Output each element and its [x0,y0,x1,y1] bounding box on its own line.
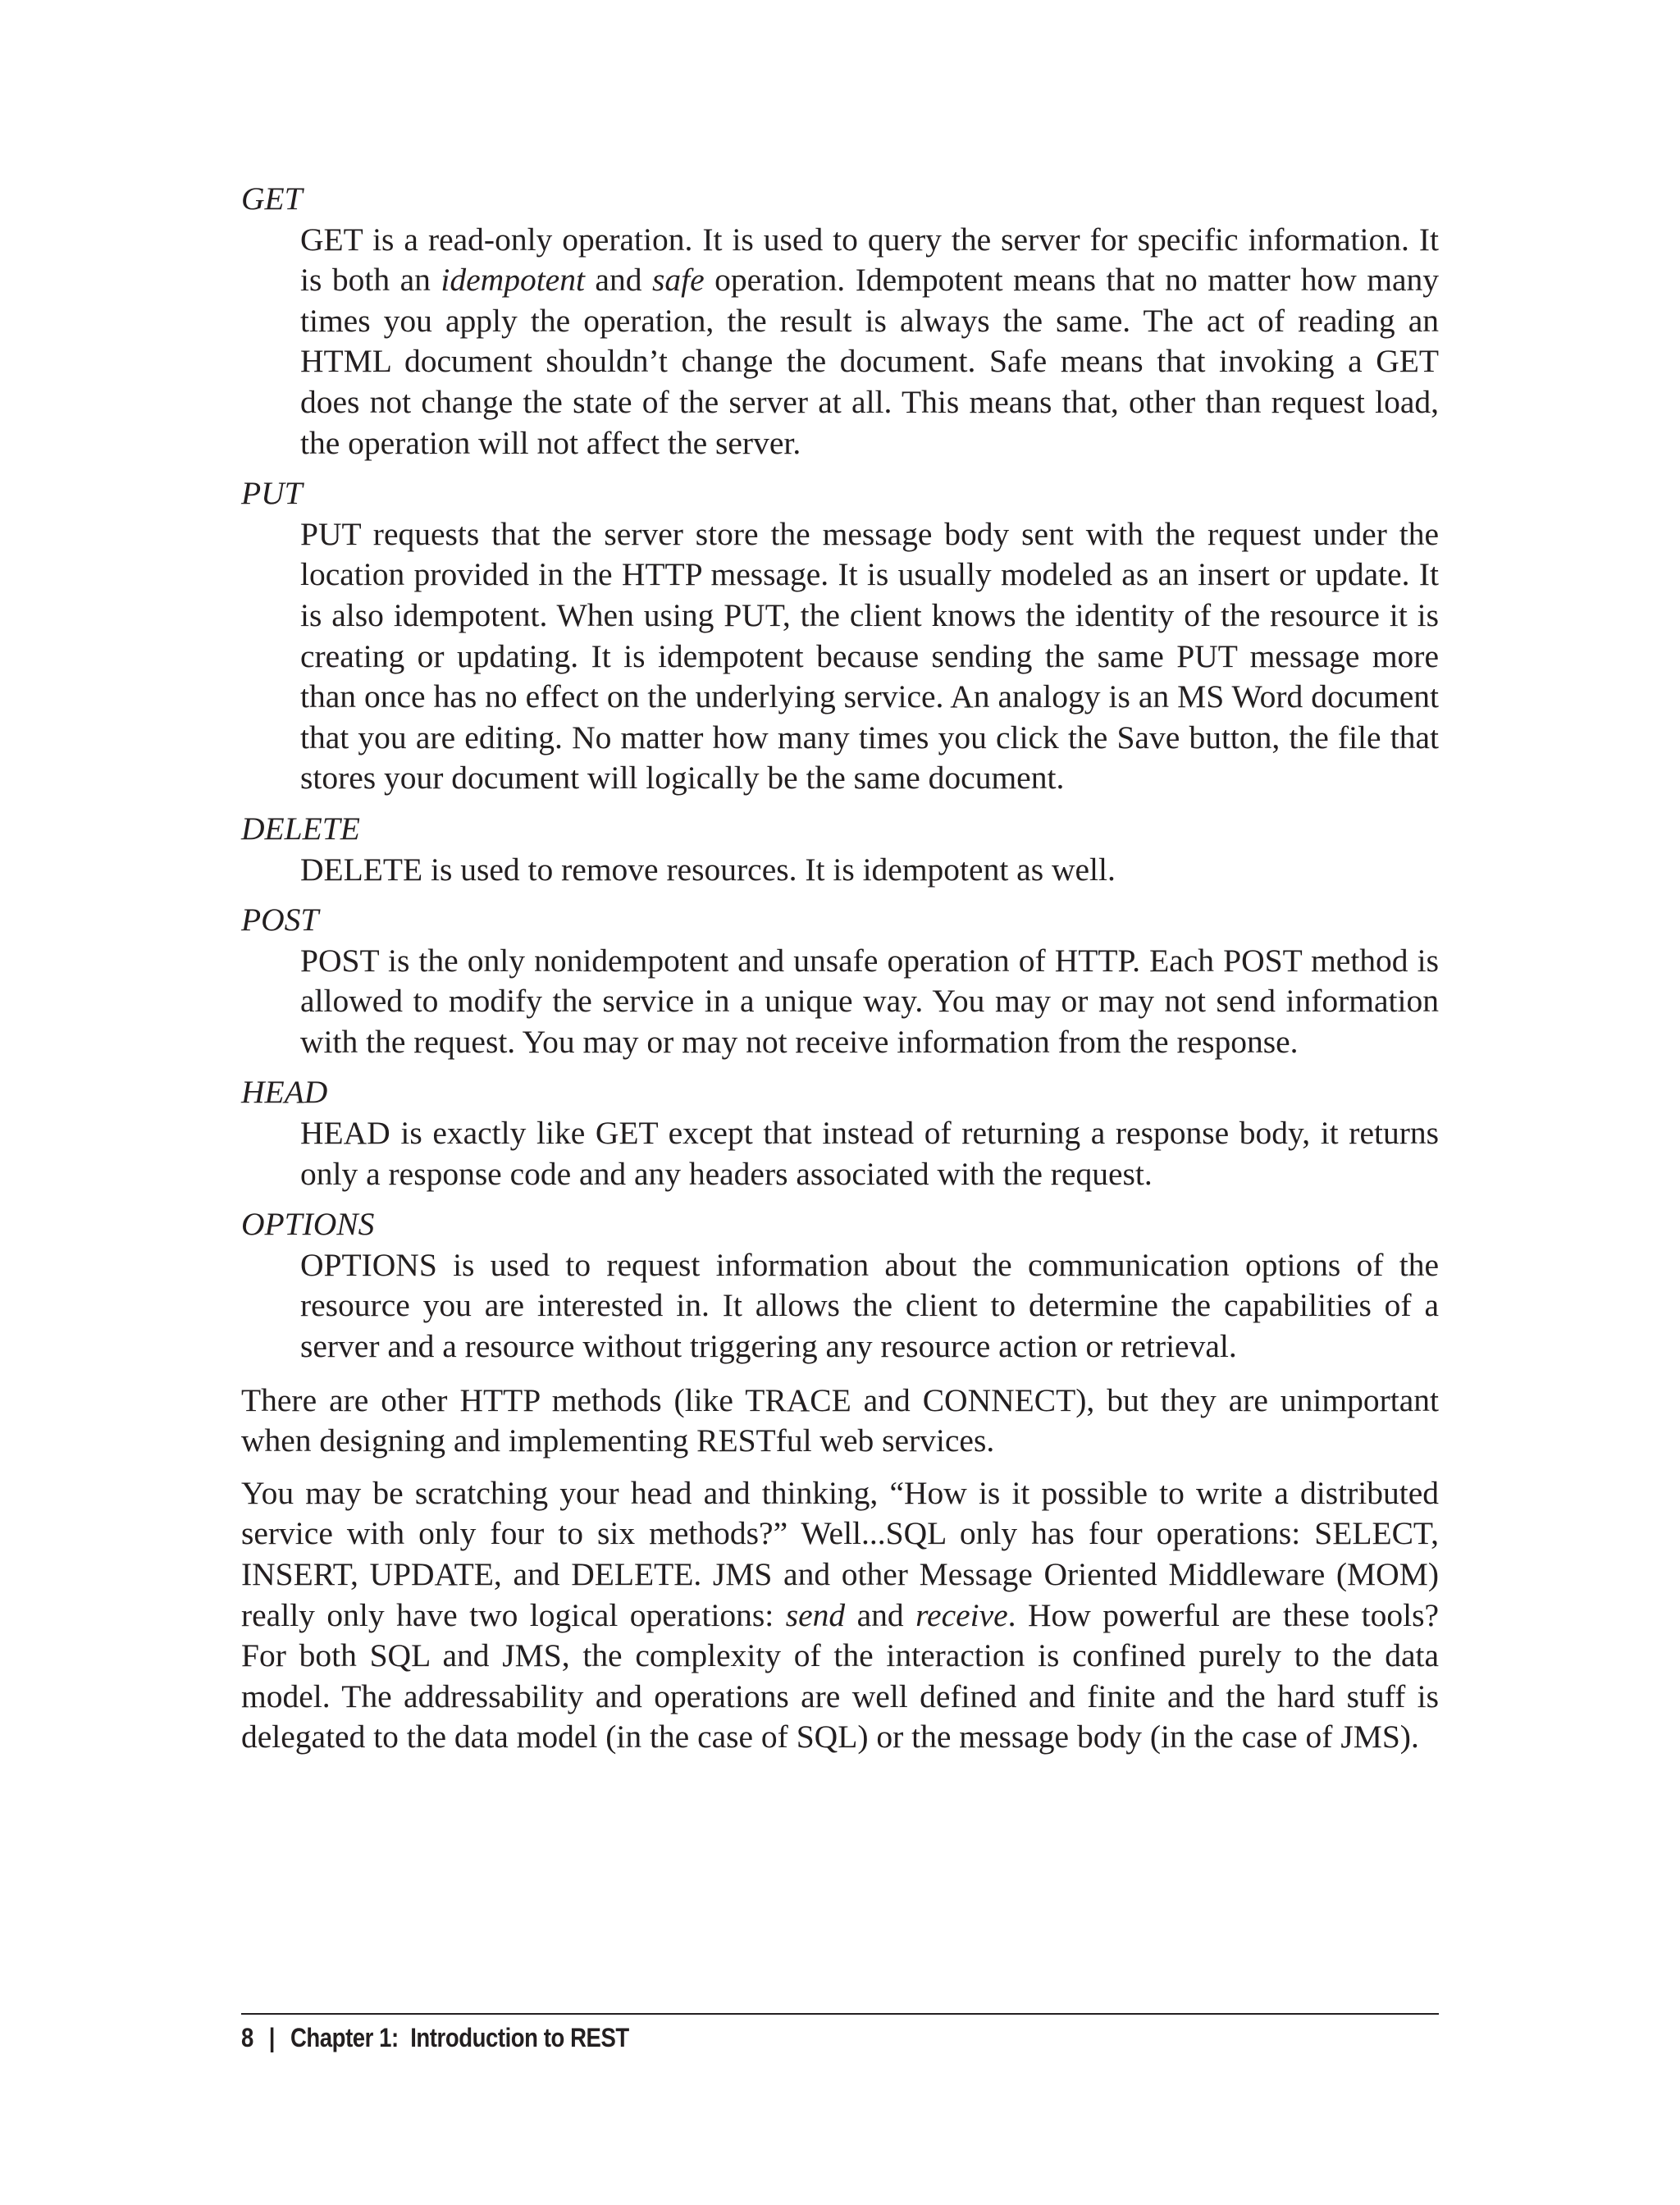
emphasis-text: receive [915,1596,1008,1633]
text-run: and [584,262,652,299]
method-term-options: OPTIONS [241,1206,375,1243]
text-run: There are other HTTP methods (like TRACE and CONNECT), but they are unimportant when designing and implementing RESTful web services. [241,1381,1439,1459]
text-run: OPTIONS is used to request information about the communication options of the resource you are interested in. It allows the client to determine the capabilities of a server and a resource without triggering any resource action or retrieval. [300,1246,1439,1365]
body-paragraph [241,1381,1439,1462]
method-term-put: PUT [241,475,303,512]
method-description-options [300,1245,1439,1367]
method-description-get [300,220,1439,464]
text-run: DELETE is used to remove resources. It is idempotent as well. [300,851,1116,888]
text-run: POST is the only nonidempotent and unsafe operation of HTTP. Each POST method is allowed to modify the service in a unique way. You may or may not send information with the request. You may or may not receive information from the response. [300,942,1439,1060]
text-run: operation. Idempotent means that no matter how many times you apply the operation, the result is always the same. The act of reading an HTML document shouldn’t change the document. Safe means that invoking a GET does not change the state of the server at all. This means that, other than request load, the operation will not affect the server. [300,262,1439,461]
text-run: GET is a read-only operation. It is used to query the server for specific information. It is both an [300,221,1439,299]
method-term-post: POST [241,902,319,938]
footer-rule [241,2013,1439,2015]
page-number: 8 [241,2023,253,2052]
text-run: . How powerful are these tools? For both SQL and JMS, the complexity of the interaction is confined purely to the data model. The addressability and operations are well defined and finite and the hard stuff is delegated to the data model (in the case of SQL) or the message body (in the case of JMS). [241,1596,1439,1755]
body-paragraph [241,1473,1439,1758]
body-paragraphs [241,1381,1439,1758]
method-description-put [300,514,1439,799]
emphasis-text: idempotent [441,262,585,299]
http-methods-list [241,179,1439,1367]
method-term-delete: DELETE [241,810,360,847]
text-run: HEAD is exactly like GET except that instead of returning a response body, it returns only a response code and any headers associated with the request. [300,1115,1439,1192]
emphasis-text: safe [651,262,705,299]
method-term-head: HEAD [241,1074,328,1111]
method-description-post [300,941,1439,1063]
text-run: and [845,1596,916,1633]
page-content [241,179,1439,1758]
text-run: PUT requests that the server store the message body sent with the request under the location provided in the HTTP message. It is usually modeled as an insert or update. It is also idempotent. When using PUT, the client knows the identity of the resource it is creating or updating. It is idempotent because sending the same PUT message more than once has no effect on the underlying service. An analogy is an MS Word document that you are editing. No matter how many times you click the Save button, the file that stores your document will logically be the same document. [300,515,1439,797]
method-description-head [300,1113,1439,1194]
chapter-title: Chapter 1: Introduction to REST [290,2023,629,2052]
page-footer [241,2023,629,2053]
text-run: You may be scratching your head and thinking, “How is it possible to write a distributed service with only four to six methods?” Well...SQL only has four operations: SELECT, INSERT, UPDATE, and DELETE. JMS and other Message Oriented Middleware (MOM) really only have two logical operations: [241,1474,1439,1633]
method-term-get: GET [241,180,303,217]
footer-separator: | [268,2023,276,2052]
emphasis-text: send [785,1596,846,1633]
method-description-delete [300,850,1439,891]
